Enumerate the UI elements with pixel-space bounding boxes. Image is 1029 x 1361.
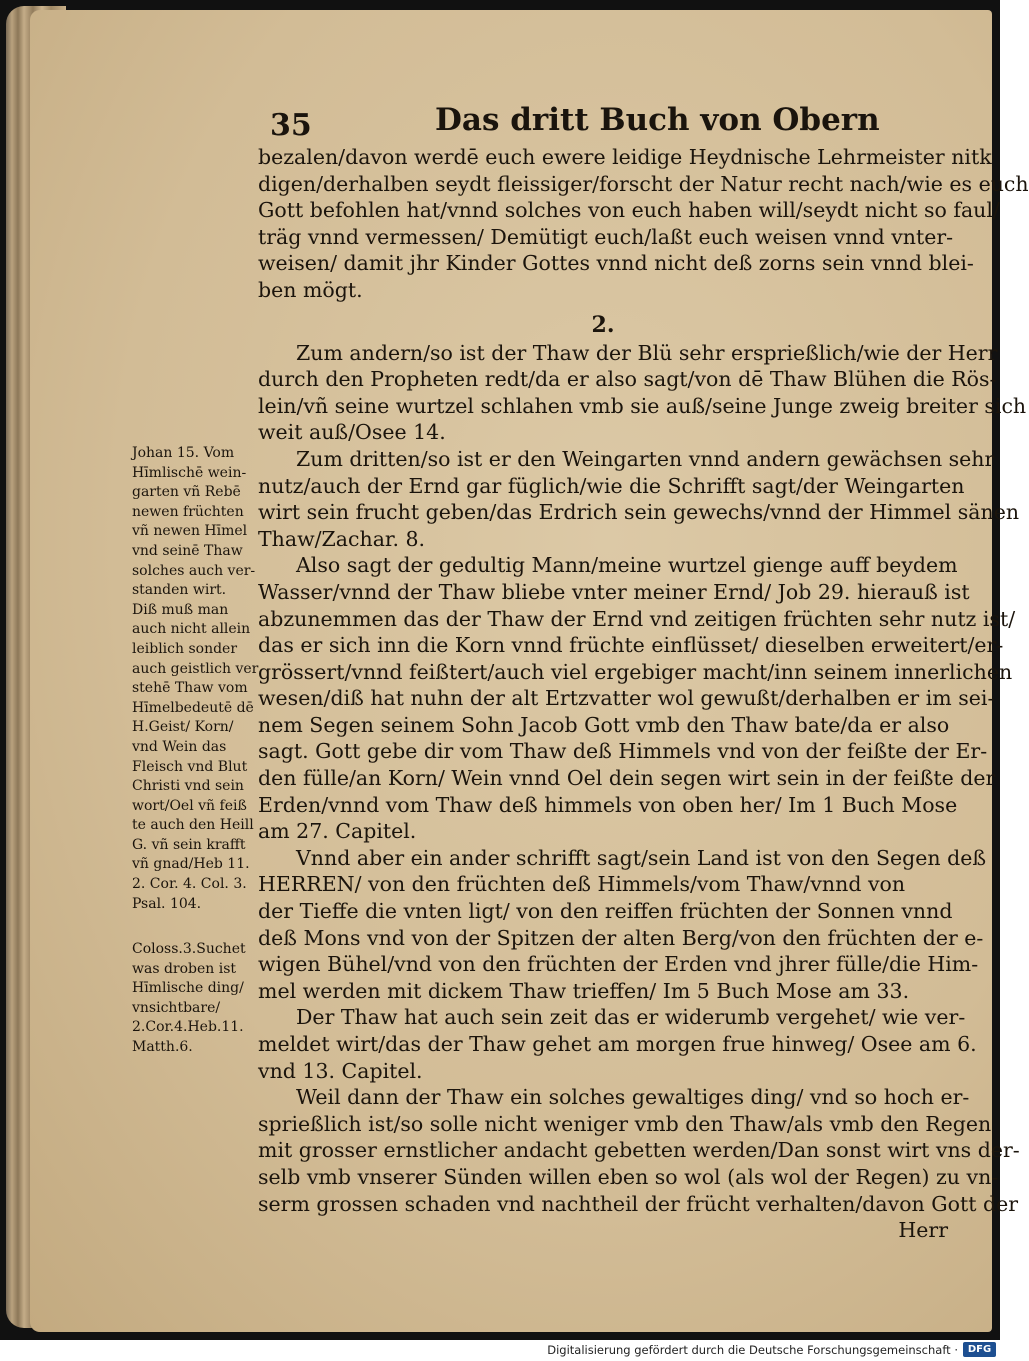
margin-note-line: newen früchten (132, 503, 244, 520)
page-number: 35 (270, 108, 312, 143)
text-line: Also sagt der gedultig Mann/meine wurtzel gienge auff beydem (296, 553, 958, 578)
margin-note-line: Fleisch vnd Blut (132, 758, 248, 775)
text-line: den fülle/an Korn/ Wein vnnd Oel dein segen wirt sein in der feißte der (258, 766, 996, 791)
margin-note-line: vnd Wein das (132, 738, 227, 755)
text-line: Wasser/vnnd der Thaw bliebe vnter meiner Ernd/ Job 29. hierauß ist (258, 579, 970, 604)
margin-note-line: Christi vnd sein (132, 778, 244, 795)
margin-note-line: solches auch ver- (132, 562, 256, 579)
main-text (258, 144, 1029, 1244)
text-line: Vnnd aber ein ander schrifft sagt/sein Land ist von den Segen deß (296, 845, 987, 870)
text-line: wigen Bühel/vnd von den früchten der Erden vnd jhrer fülle/die Him- (258, 952, 979, 977)
text-line: selb vmb vnserer Sünden willen eben so wol (als wol der Regen) zu vn- (258, 1164, 999, 1189)
text-line: Gott befohlen hat/vnnd solches von euch haben will/seydt nicht so faul/ (258, 198, 1000, 223)
text-line: nem Segen seinem Sohn Jacob Gott vmb den Thaw bate/da er also (258, 712, 950, 737)
text-line: am 27. Capitel. (258, 819, 417, 844)
text-line: Weil dann der Thaw ein solches gewaltiges ding/ vnd so hoch er- (296, 1085, 970, 1110)
text-line: serm grossen schaden vnd nachtheil der frücht verhalten/davon Gott der (258, 1191, 1019, 1216)
margin-note-1 (132, 444, 258, 914)
margin-note-line: Diß muß man (132, 601, 229, 618)
text-line: abzunemmen das der Thaw der Ernd vnd zeitigen früchten sehr nutz ist/ (258, 606, 1016, 631)
margin-note-line: Psal. 104. (132, 895, 202, 912)
margin-note-line: H.Geist/ Korn/ (132, 719, 234, 736)
margin-note-line: garten vñ Rebē (132, 484, 241, 501)
text-line: sagt. Gott gebe dir vom Thaw deß Himmels vnd von der feißte der Er- (258, 739, 988, 764)
margin-note-line: Johan 15. Vom (132, 445, 235, 461)
text-line: lein/vñ seine wurtzel schlahen vmb sie auß/seine Junge zweig breiter sich (258, 393, 1027, 418)
text-line: durch den Propheten redt/da er also sagt/von dē Thaw Blühen die Rös- (258, 367, 997, 392)
page-header (270, 100, 880, 143)
text-line: wesen/diß hat nuhn der alt Ertzvatter wol gewußt/derhalben er im sei- (258, 686, 995, 711)
margin-note-line: Hīmlischē wein- (132, 464, 247, 481)
text-line: weisen/ damit jhr Kinder Gottes vnnd nicht deß zorns sein vnnd blei- (258, 251, 974, 276)
text-line: Der Thaw hat auch sein zeit das er widerumb vergehet/ wie ver- (296, 1005, 966, 1030)
text-line: mel werden mit dickem Thaw trieffen/ Im 5 Buch Mose am 33. (258, 978, 910, 1003)
footer-credit: Digitalisierung gefördert durch die Deutsche Forschungsgemeinschaft · (547, 1343, 958, 1357)
margin-note-line: vnd seinē Thaw (132, 542, 243, 559)
text-line: vnd 13. Capitel. (258, 1058, 423, 1083)
text-line: Erden/vnnd vom Thaw deß himmels von oben her/ Im 1 Buch Mose (258, 792, 958, 817)
dfg-logo: DFG (963, 1342, 996, 1357)
margin-note-line: Coloss.3.Suchet (132, 941, 246, 957)
margin-note-line: auch geistlich ver (132, 660, 259, 677)
text-line: bezalen/davon werdē euch ewere leidige Heydnische Lehrmeister nitk (258, 145, 992, 169)
text-line: grössert/vnnd feißtert/auch viel ergebiger macht/inn seinem innerlichen (258, 659, 1013, 684)
paragraph-block-1 (258, 144, 1029, 304)
text-line: meldet wirt/das der Thaw gehet am morgen frue hinweg/ Osee am 6. (258, 1032, 977, 1056)
text-line: HERREN/ von den früchten deß Himmels/vom Thaw/vnnd von (258, 872, 906, 897)
text-line: ben mögt. (258, 277, 363, 302)
text-line: Zum andern/so ist der Thaw der Blü sehr ersprießlich/wie der Herr (296, 340, 998, 365)
margin-note-line: vñ gnad/Heb 11. (132, 856, 250, 873)
text-line: das er sich inn die Korn vnnd früchte einflüsset/ dieselben erweitert/er- (258, 633, 1004, 658)
text-line: deß Mons vnd von der Spitzen der alten Berg/von den früchten der e- (258, 925, 984, 950)
text-line: träg vnnd vermessen/ Demütigt euch/laßt euch weisen vnnd vnter- (258, 224, 954, 249)
margin-note-line: stehē Thaw vom (132, 680, 248, 697)
margin-note-line: standen wirt. (132, 582, 227, 599)
margin-note-line: was droben ist (132, 960, 237, 977)
margin-note-line: leiblich sonder (132, 640, 238, 657)
margin-note-line: Hīmlische ding/ (132, 980, 244, 997)
text-line: digen/derhalben seydt fleissiger/forscht der Natur recht nach/wie es euch (258, 171, 1029, 196)
text-line: nutz/auch der Ernd gar füglich/wie die Schrifft sagt/der Weingarten (258, 473, 965, 498)
margin-note-line: wort/Oel vñ feiß (132, 797, 247, 814)
paragraph-block-2 (258, 340, 1027, 1218)
margin-note-line: te auch den Heill (132, 817, 254, 834)
text-line: mit grosser ernstlicher andacht gebetten werden/Dan sonst wirt vns der- (258, 1138, 1020, 1163)
text-line: weit auß/Osee 14. (258, 420, 446, 445)
margin-note-line: vnsichtbare/ (132, 999, 221, 1016)
catchword: Herr (898, 1218, 948, 1243)
margin-note-line: 2. Cor. 4. Col. 3. (132, 876, 247, 893)
margin-note-line: auch nicht allein (132, 621, 251, 638)
text-line: Zum dritten/so ist er den Weingarten vnnd andern gewächsen sehr (296, 446, 995, 471)
margin-note-line: Hīmelbedeutē dē (132, 699, 254, 716)
text-line: Thaw/Zachar. 8. (258, 526, 426, 551)
margin-note-line: vñ newen Hīmel (132, 523, 248, 540)
footer-bar (0, 1340, 1000, 1361)
margin-note-line: 2.Cor.4.Heb.11. (132, 1019, 244, 1036)
section-number: 2. (591, 311, 615, 338)
text-line: der Tieffe die vnten ligt/ von den reiffen früchten der Sonnen vnnd (258, 899, 953, 924)
text-line: sprießlich ist/so solle nicht weniger vmb den Thaw/als vmb den Regen (258, 1111, 992, 1136)
margin-note-line: G. vñ sein krafft (132, 836, 246, 853)
margin-note-2 (132, 940, 258, 1058)
margin-note-line: Matth.6. (132, 1038, 193, 1055)
text-line: wirt sein frucht geben/das Erdrich sein gewechs/vnnd der Himmel sänen (258, 500, 1020, 525)
running-head: Das dritt Buch von Obern (435, 102, 880, 138)
